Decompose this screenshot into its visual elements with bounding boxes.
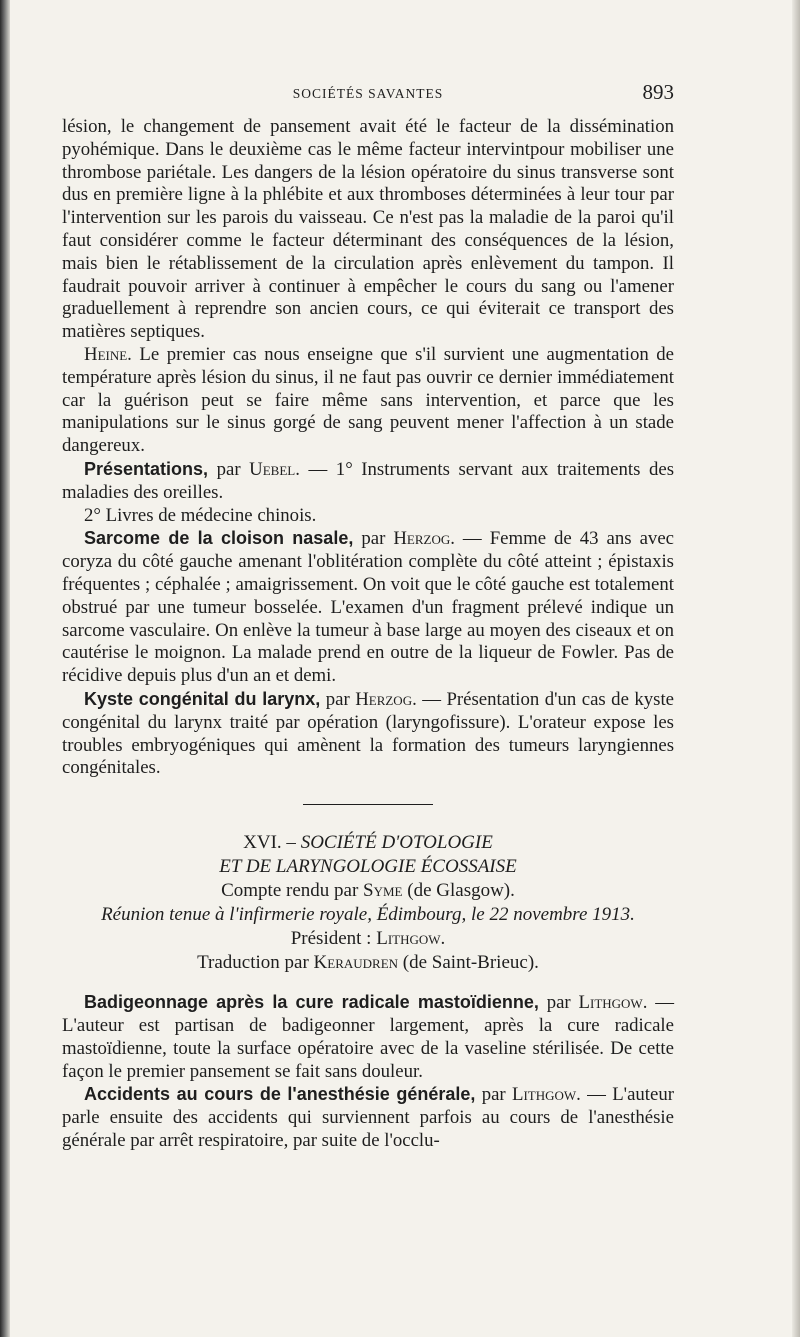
paragraph-text: 2° Livres de médecine chinois. [84,504,317,526]
author-name: Lithgow [578,992,643,1014]
section-heading [62,831,674,975]
paragraph-text: lésion, le changement de pansement avait été le facteur de la dissémination pyohémique. Dans le deuxième cas le même facteur intervintpour mobiliser une thrombose pariétale. Les dangers de la lésion opératoire du sinus transverse sont dus en première ligne à la phlébite et aux thromboses déterminées à leur tour par l'intervention sur les parois du vaisseau. Ce n'est pas la maladie de la paroi qu'il faut considérer comme le facteur déterminant des conséquences de la lésion, mais bien le rétablissement de la circulation après enlèvement du tampon. Il faudrait pouvoir arriver à continuer à empêcher le cours du sang ou l'amener graduellement à reprendre son ancien cours, ce qui éviterait ce transport des matières septiques. [62,116,674,343]
speaker-name: Heine [84,343,128,365]
president-name: Lithgow [376,928,441,950]
meeting-line: Réunion tenue à l'infirmerie royale, Édimbourg, le 22 novembre 1913. [101,904,635,926]
paragraph-text: . Le premier cas nous enseigne que s'il survient une augmentation de température après lésion du sinus, il ne faut pas ouvrir ce dernier immédiatement car la guérison peut se faire même sans intervention, et parce que les manipulations sur le sinus gorgé de sang peuvent mener l'affection à un stade dangereux. [62,343,674,457]
report-suffix: (de Glasgow). [402,880,515,902]
entry-title: Présentations, [84,458,209,479]
translator-name: Keraudren [313,952,399,974]
report-prefix: Compte rendu par [221,880,364,902]
paragraph-continuation [62,116,674,344]
paragraph-livres [62,505,674,528]
president-line [62,927,674,951]
entry-title: Sarcome de la cloison nasale, [84,528,354,549]
paragraph-text: . — Présentation d'un cas de kyste congénital du larynx traité par opération (laryngofissure). L'orateur expose les troubles embryogéniques qui amènent la formation des tumeurs laryngiennes congénitales. [62,688,674,779]
translation-suffix: (de Saint-Brieuc). [398,952,539,974]
page-edge-left [0,0,10,1337]
paragraph-presentations [62,458,674,505]
paragraph-text: . — 1° Instruments servant aux traitements des maladies des oreilles. [62,458,675,503]
paragraph-badigeonnage [62,991,674,1083]
entry-title: Badigeonnage après la cure radicale mastoïdienne, [84,992,539,1013]
spacer [62,975,674,991]
president-prefix: Président : [290,928,377,950]
paragraph-text: . — L'auteur est partisan de badigeonner largement, après la cure radicale mastoïdienne, toute la surface opératoire avec de la vaseline stérilisée. De cette façon le premier pansement se fait sans douleur. [62,992,675,1082]
paragraph-kyste [62,688,674,780]
author-name: Herzog [355,688,413,710]
paragraph-text: . — Femme de 43 ans avec coryza du côté gauche amenant l'oblitération complète du côté atteint ; épistaxis fréquentes ; céphalée ; amaigrissement. On voit que le côté gauche est totalement obstrué par une tumeur bosselée. L'examen d'un fragment prélevé indique un sarcome vasculaire. On enlève la tumeur à base large au moyen des ciseaux et on cautérise le moignon. La malade prend en outre de la liqueur de Fowler. Pas de récidive depuis plus d'un an et demi. [62,528,674,687]
running-title: SOCIÉTÉS SAVANTES [292,86,444,101]
paragraph-text: . — L'auteur parle ensuite des accidents qui surviennent parfois au cours de l'anesthésie générale par arrêt respiratoire, par suite de l'occlu- [62,1084,674,1151]
page-edge-right [792,0,800,1337]
paragraph-heine [62,344,674,458]
translation-line [62,951,674,975]
entry-title: Accidents au cours de l'anesthésie générale, [84,1084,476,1105]
president-suffix: . [440,928,446,950]
report-credit [62,879,674,903]
section-title-text: SOCIÉTÉ D'OTOLOGIE [300,832,493,854]
page-content [62,78,674,1153]
translation-prefix: Traduction par [197,952,314,974]
paragraph-sarcome [62,527,674,688]
report-author: Syme [363,880,403,902]
by-word: par [320,688,356,710]
section-divider [303,804,433,805]
by-word: par [538,992,579,1014]
entry-title: Kyste congénital du larynx, [84,688,321,709]
section-title-line1 [62,831,674,855]
by-word: par [475,1084,512,1106]
page-number: 893 [642,80,674,104]
author-name: Lithgow [511,1084,577,1106]
by-word: par [208,458,250,480]
by-word: par [353,528,394,550]
author-name: Herzog [393,528,451,550]
section-title-line2: ET DE LARYNGOLOGIE ÉCOSSAISE [219,856,517,878]
paragraph-accidents [62,1083,674,1152]
author-name: Uebel [249,458,296,480]
running-head [62,78,674,108]
section-numeral: XVI. – [243,832,301,854]
